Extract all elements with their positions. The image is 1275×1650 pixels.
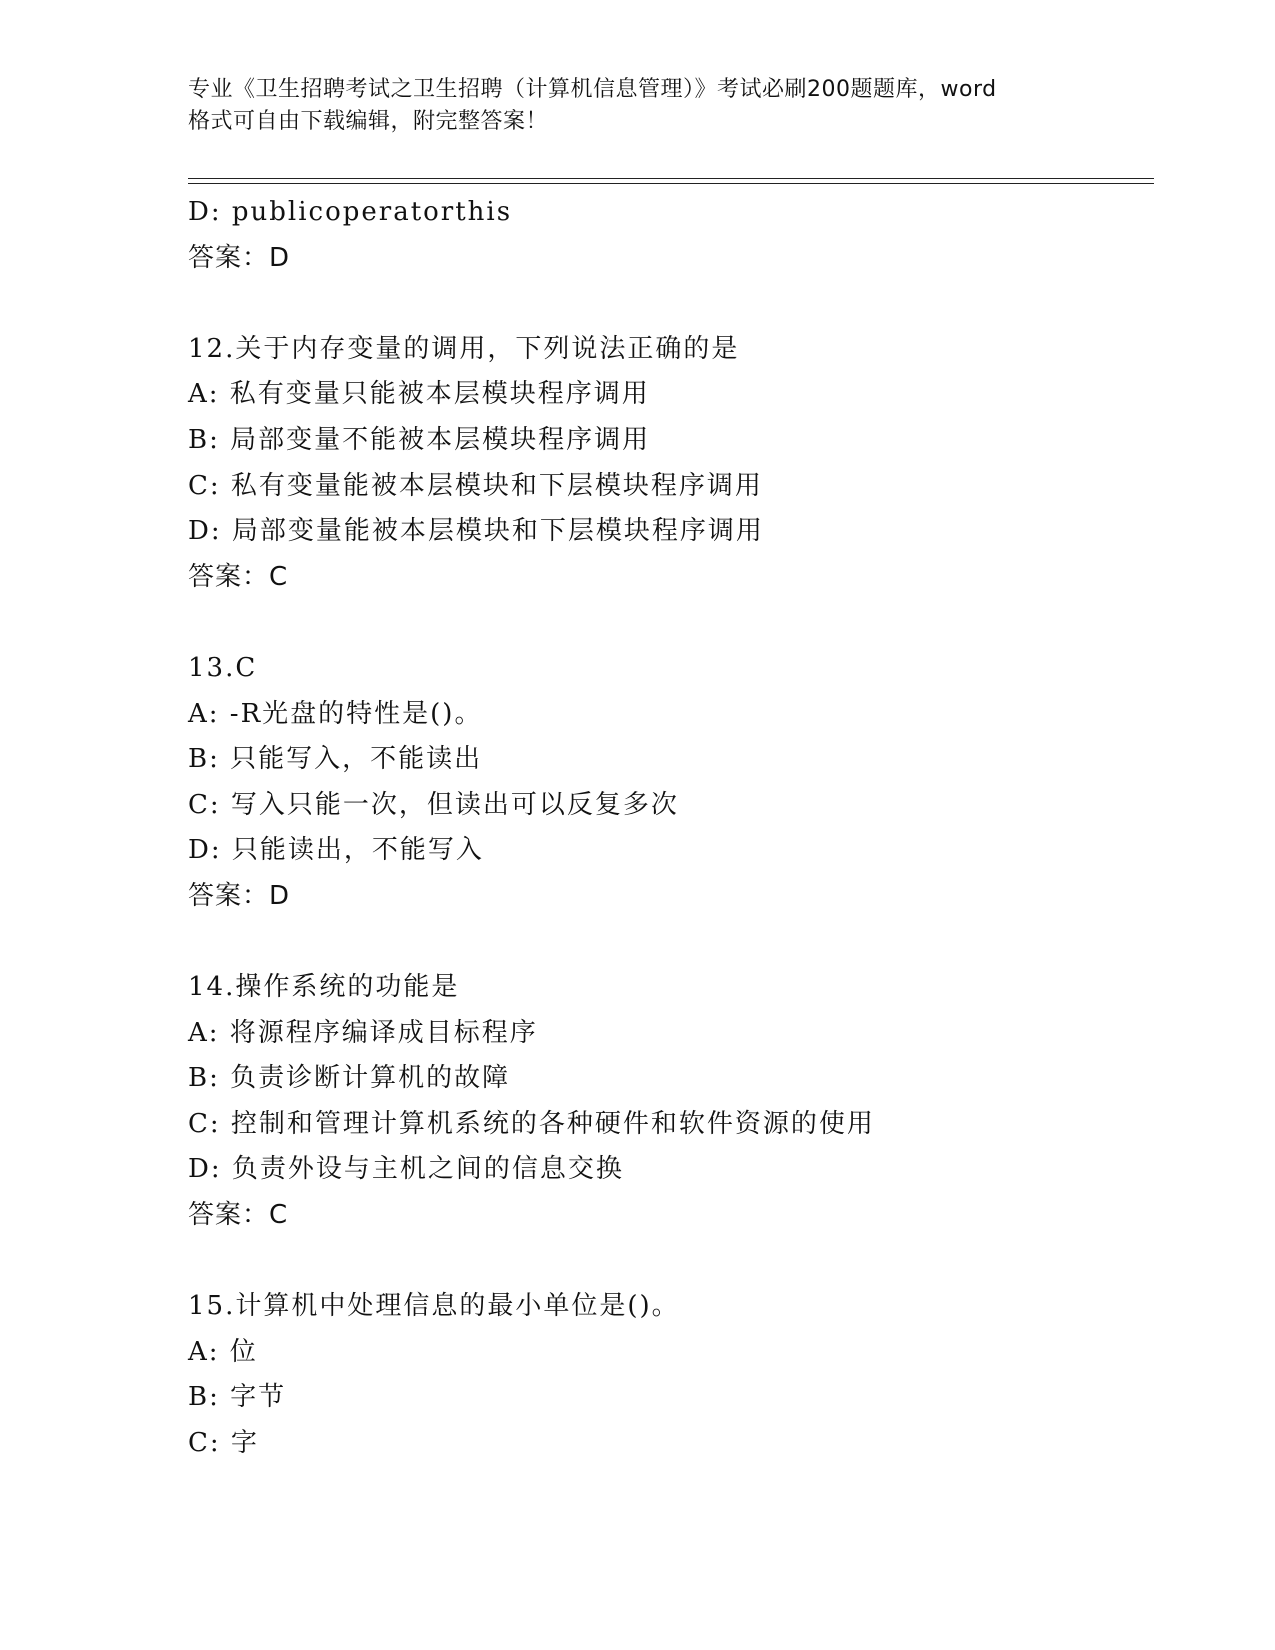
header-divider-top [188,178,1154,179]
header-line-2: 格式可自由下载编辑，附完整答案！ [188,109,549,134]
spacer [188,281,1148,327]
option-a: A: -R光盘的特性是()。 [188,698,483,729]
option-a: A: 将源程序编译成目标程序 [188,1017,538,1048]
option-d: D: 局部变量能被本层模块和下层模块程序调用 [188,516,764,547]
option-d: D: 负责外设与主机之间的信息交换 [188,1154,624,1185]
option-b: B: 字节 [188,1382,287,1413]
option-d: D: 只能读出，不能写入 [188,835,484,866]
question-stem: 14.操作系统的功能是 [188,972,460,1003]
answer-line: 答案：D [188,880,291,911]
header-divider-bottom [188,183,1154,184]
option-a: A: 私有变量只能被本层模块程序调用 [188,379,650,410]
question-block-14 [188,965,1148,1239]
question-block-15 [188,1284,1148,1466]
question-stem: 12.关于内存变量的调用，下列说法正确的是 [188,333,740,364]
question-block-11 [188,190,1148,281]
question-content [188,190,1148,1467]
answer-line: 答案：D [188,242,291,273]
answer-line: 答案：C [188,561,289,592]
option-b: B: 负责诊断计算机的故障 [188,1063,511,1094]
spacer [188,1239,1148,1285]
option-c: C: 控制和管理计算机系统的各种硬件和软件资源的使用 [188,1108,875,1139]
question-block-12 [188,327,1148,601]
option-c: C: 写入只能一次，但读出可以反复多次 [188,789,679,820]
spacer [188,920,1148,966]
option-c: C: 字 [188,1428,259,1459]
option-b: B: 局部变量不能被本层模块程序调用 [188,424,651,455]
option-a: A: 位 [188,1336,258,1367]
spacer [188,600,1148,646]
header-line-1: 专业《卫生招聘考试之卫生招聘（计算机信息管理）》考试必刷200题题库，word [188,77,997,102]
answer-line: 答案：C [188,1200,289,1231]
option-b: B: 只能写入，不能读出 [188,744,483,775]
question-stem: 15.计算机中处理信息的最小单位是()。 [188,1291,680,1322]
option-c: C: 私有变量能被本层模块和下层模块程序调用 [188,470,763,501]
question-stem: 13.C [188,652,258,683]
option-d: D: publicoperatorthis [188,197,513,227]
document-header [188,74,1088,138]
question-block-13 [188,646,1148,920]
